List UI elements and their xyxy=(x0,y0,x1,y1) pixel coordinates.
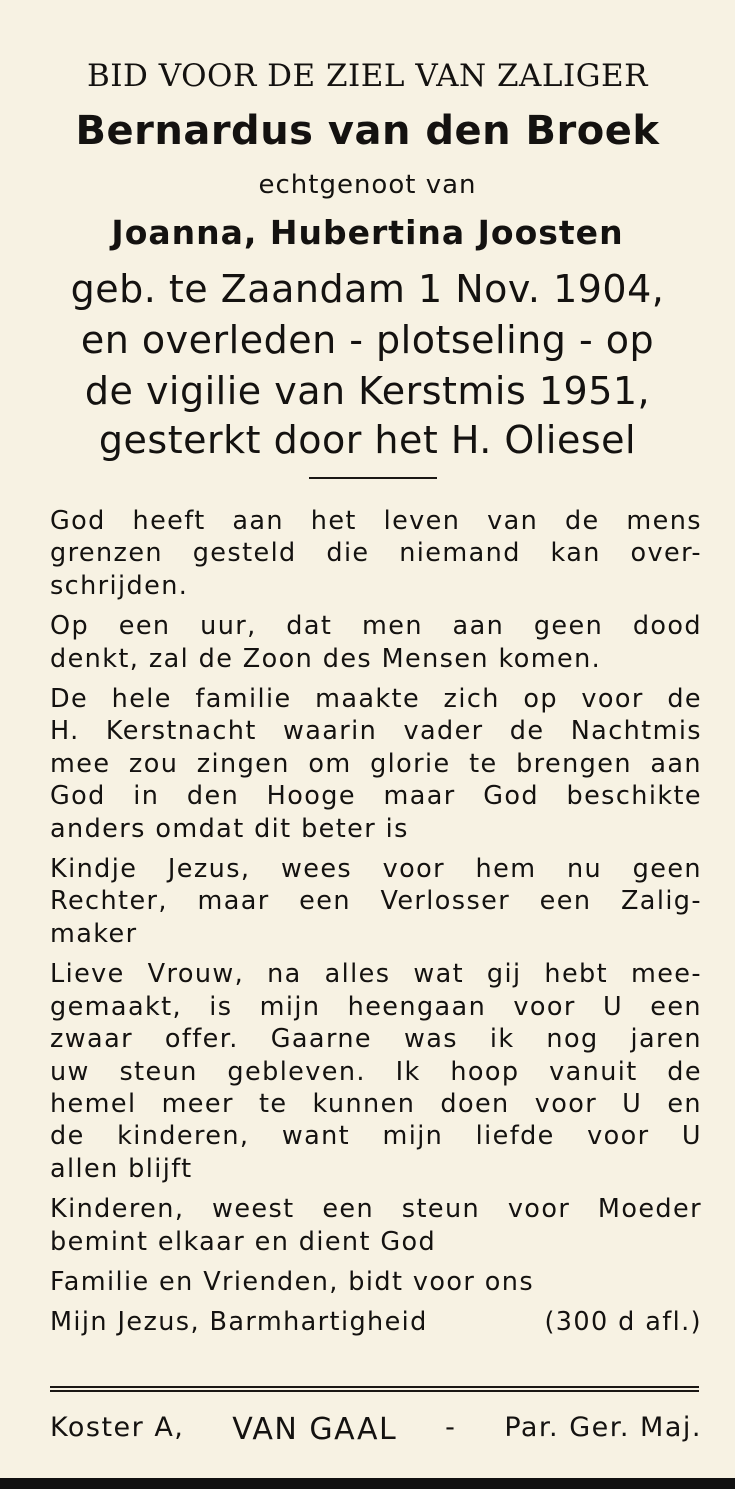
paragraph-line: denkt, zal de Zoon des Mensen komen. xyxy=(50,643,602,674)
footer-divider-bottom xyxy=(50,1390,699,1392)
spouse-label: echtgenoot van xyxy=(258,170,477,200)
paragraph-line: H. Kerstnacht waarin vader de Nachtmis xyxy=(50,716,702,747)
koster-prefix: Koster A, xyxy=(50,1412,185,1443)
paragraph-line: allen blijft xyxy=(50,1153,193,1184)
paragraph-line: gemaakt, is mijn heengaan voor U een xyxy=(50,991,702,1022)
paragraph-line: mee zou zingen om glorie te brengen aan xyxy=(50,748,702,779)
paragraph-line: Kinderen, weest een steun voor Moeder xyxy=(50,1194,702,1225)
paragraphs xyxy=(50,505,702,1298)
deceased-name: Bernardus van den Broek xyxy=(75,108,660,154)
koster-name: VAN GAAL xyxy=(232,1412,398,1447)
indulgence-prayer: Mijn Jezus, Barmhartigheid xyxy=(50,1307,428,1338)
paragraph-line: uw steun gebleven. Ik hoop vanuit de xyxy=(50,1056,702,1087)
footer-divider-top xyxy=(50,1386,699,1388)
spouse-name: Joanna, Hubertina Joosten xyxy=(111,213,624,252)
death-line-1: en overleden - plotseling - op xyxy=(80,318,655,362)
footer xyxy=(50,1412,702,1447)
birth-line: geb. te Zaandam 1 Nov. 1904, xyxy=(70,267,665,311)
paragraph-line: God in den Hooge maar God beschikte xyxy=(50,781,702,812)
paragraph-line: grenzen gesteld die niemand kan over- xyxy=(50,538,702,569)
paragraph-line: Familie en Vrienden, bidt voor ons xyxy=(50,1266,535,1297)
header-divider xyxy=(309,477,437,479)
paragraph-line: De hele familie maakte zich op voor de xyxy=(50,684,702,715)
paragraph-line: maker xyxy=(50,918,138,949)
paragraph-line: schrijden. xyxy=(50,570,189,601)
indulgence-line xyxy=(50,1306,702,1338)
paragraph-line: de kinderen, want mijn liefde voor U xyxy=(50,1121,702,1152)
footer-separator: - xyxy=(445,1412,457,1443)
card-bottom-edge xyxy=(0,1478,735,1489)
indulgence-days: (300 d afl.) xyxy=(544,1307,702,1338)
paragraph-line: hemel meer te kunnen doen voor U en xyxy=(50,1088,702,1119)
paragraph-line: Op een uur, dat men aan geen dood xyxy=(50,611,702,642)
paragraph xyxy=(50,683,702,845)
paragraph-line: God heeft aan het leven van de mens xyxy=(50,506,702,536)
paragraph-line: Lieve Vrouw, na alles wat gij hebt mee- xyxy=(50,959,702,990)
paragraph-line: anders omdat dit beter is xyxy=(50,813,409,844)
paragraph xyxy=(50,1266,702,1298)
paragraph xyxy=(50,958,702,1185)
paragraph-line: bemint elkaar en dient God xyxy=(50,1226,437,1257)
paragraph-line: Rechter, maar een Verlosser een Zalig- xyxy=(50,886,702,917)
paragraph-line: zwaar offer. Gaarne was ik nog jaren xyxy=(50,1024,702,1055)
paragraph-line: Kindje Jezus, wees voor hem nu geen xyxy=(50,854,702,885)
death-line-2: de vigilie van Kerstmis 1951, xyxy=(84,369,651,413)
paragraph xyxy=(50,610,702,675)
body-text xyxy=(50,505,702,1339)
paragraph xyxy=(50,1193,702,1258)
prayer-heading: BID VOOR DE ZIEL VAN ZALIGER xyxy=(87,58,648,94)
paragraph xyxy=(50,505,702,602)
publisher: Par. Ger. Maj. xyxy=(504,1412,702,1443)
paragraph xyxy=(50,853,702,950)
death-line-3: gesterkt door het H. Oliesel xyxy=(98,418,637,462)
